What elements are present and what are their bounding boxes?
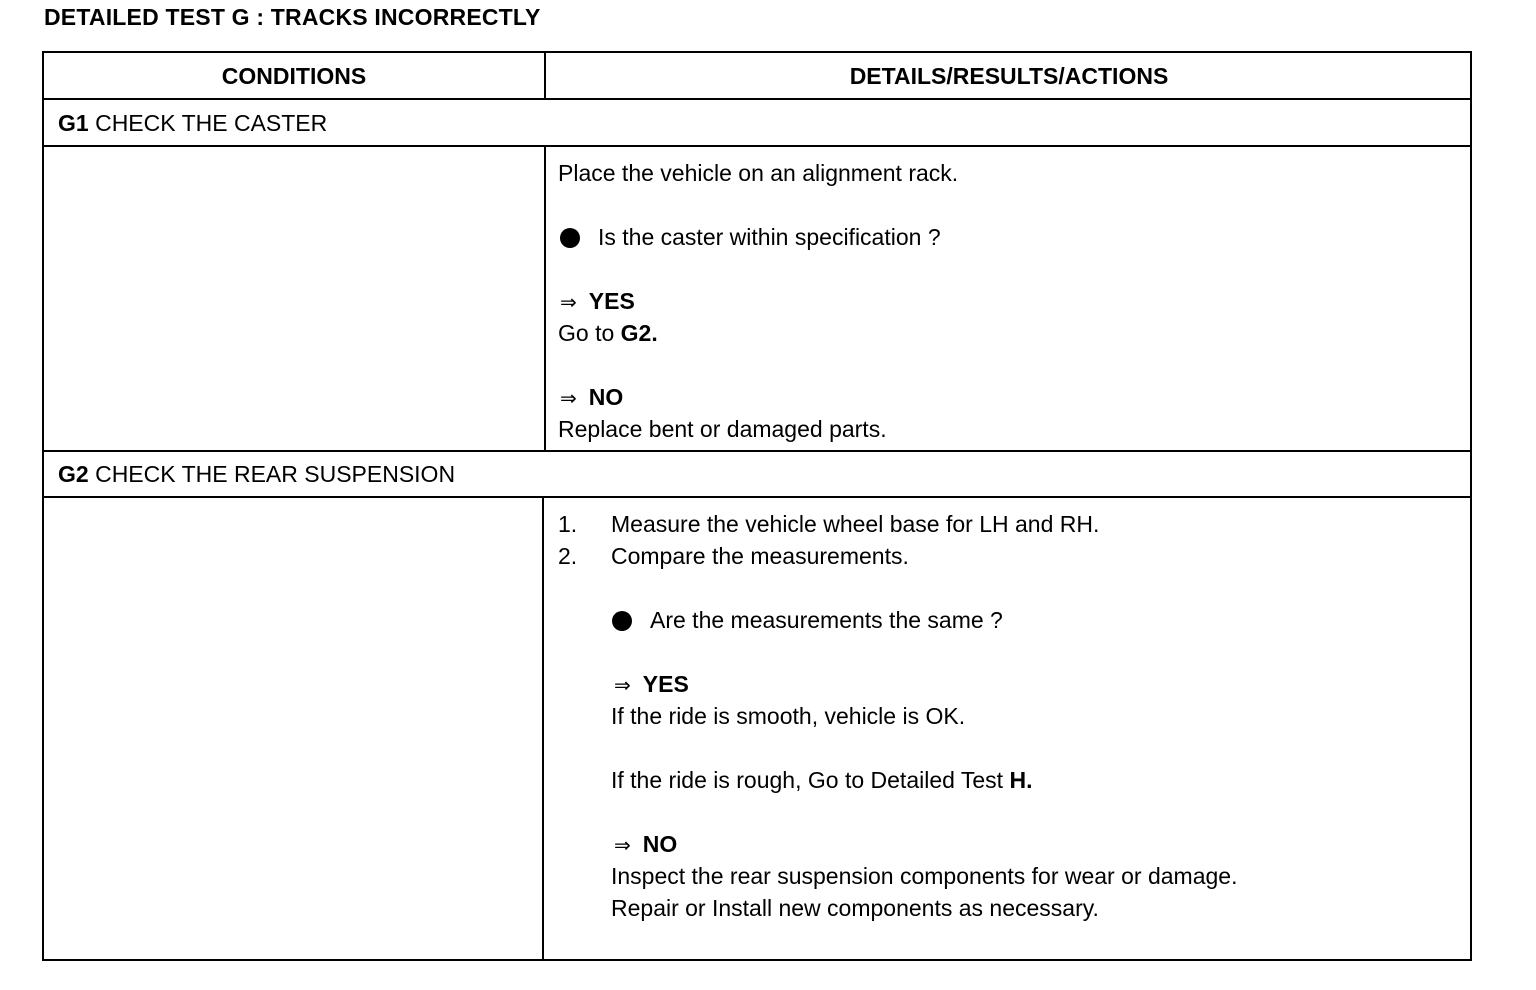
diagnostic-table bbox=[42, 51, 1472, 961]
column-divider-g2 bbox=[542, 496, 544, 961]
g2-heading: CHECK THE REAR SUSPENSION bbox=[95, 461, 456, 487]
bullet-icon bbox=[612, 611, 632, 631]
g2-yes-text-1: If the ride is smooth, vehicle is OK. bbox=[611, 703, 966, 729]
g2-no-text-1: Inspect the rear suspension components for wear or damage. bbox=[611, 863, 1238, 889]
g2-no bbox=[614, 828, 677, 862]
g2-section-heading bbox=[58, 451, 455, 497]
g1-no bbox=[560, 381, 623, 415]
g2-id: G2 bbox=[58, 461, 89, 487]
g1-yes bbox=[560, 285, 635, 319]
g2-step-2 bbox=[558, 540, 909, 572]
arrow-right-icon: ⇒ bbox=[614, 835, 631, 857]
g2-question-text: Are the measurements the same ? bbox=[650, 607, 1003, 633]
arrow-right-icon: ⇒ bbox=[614, 675, 631, 697]
g1-no-text: Replace bent or damaged parts. bbox=[558, 416, 887, 442]
column-header-conditions: CONDITIONS bbox=[221, 63, 367, 89]
g2-no-label: NO bbox=[642, 831, 678, 857]
g1-yes-text-ref: G2. bbox=[620, 320, 658, 346]
g2-yes-text-2 bbox=[611, 764, 1032, 796]
g2-yes bbox=[614, 668, 689, 702]
g2-step-2-text: Compare the measurements. bbox=[611, 543, 909, 569]
g2-step-2-num: 2. bbox=[558, 543, 578, 569]
g2-yes-text-2-prefix: If the ride is rough, Go to Detailed Test bbox=[611, 767, 1010, 793]
g1-question-text: Is the caster within specification ? bbox=[598, 224, 941, 250]
arrow-right-icon: ⇒ bbox=[560, 292, 577, 314]
g2-no-text-2: Repair or Install new components as necessary. bbox=[611, 895, 1099, 921]
g2-question bbox=[612, 604, 1003, 636]
g2-yes-text-2-ref: H. bbox=[1009, 767, 1033, 793]
g1-section-heading bbox=[58, 100, 327, 146]
g1-heading: CHECK THE CASTER bbox=[95, 110, 328, 136]
g2-step-1-text: Measure the vehicle wheel base for LH and RH. bbox=[611, 511, 1100, 537]
g1-yes-text bbox=[558, 317, 658, 349]
g2-step-1 bbox=[558, 508, 1099, 540]
column-divider-g1 bbox=[544, 145, 546, 450]
arrow-right-icon: ⇒ bbox=[560, 388, 577, 410]
g2-step-1-num: 1. bbox=[558, 511, 578, 537]
column-header-details: DETAILS/RESULTS/ACTIONS bbox=[849, 63, 1169, 89]
page-title: DETAILED TEST G : TRACKS INCORRECTLY bbox=[44, 4, 541, 30]
g1-intro: Place the vehicle on an alignment rack. bbox=[558, 160, 959, 186]
g2-yes-label: YES bbox=[642, 671, 689, 697]
g1-id: G1 bbox=[58, 110, 89, 136]
bullet-icon bbox=[560, 228, 580, 248]
g1-no-label: NO bbox=[588, 384, 624, 410]
g1-yes-label: YES bbox=[588, 288, 635, 314]
g1-yes-text-prefix: Go to bbox=[558, 320, 621, 346]
g1-question bbox=[560, 221, 941, 253]
